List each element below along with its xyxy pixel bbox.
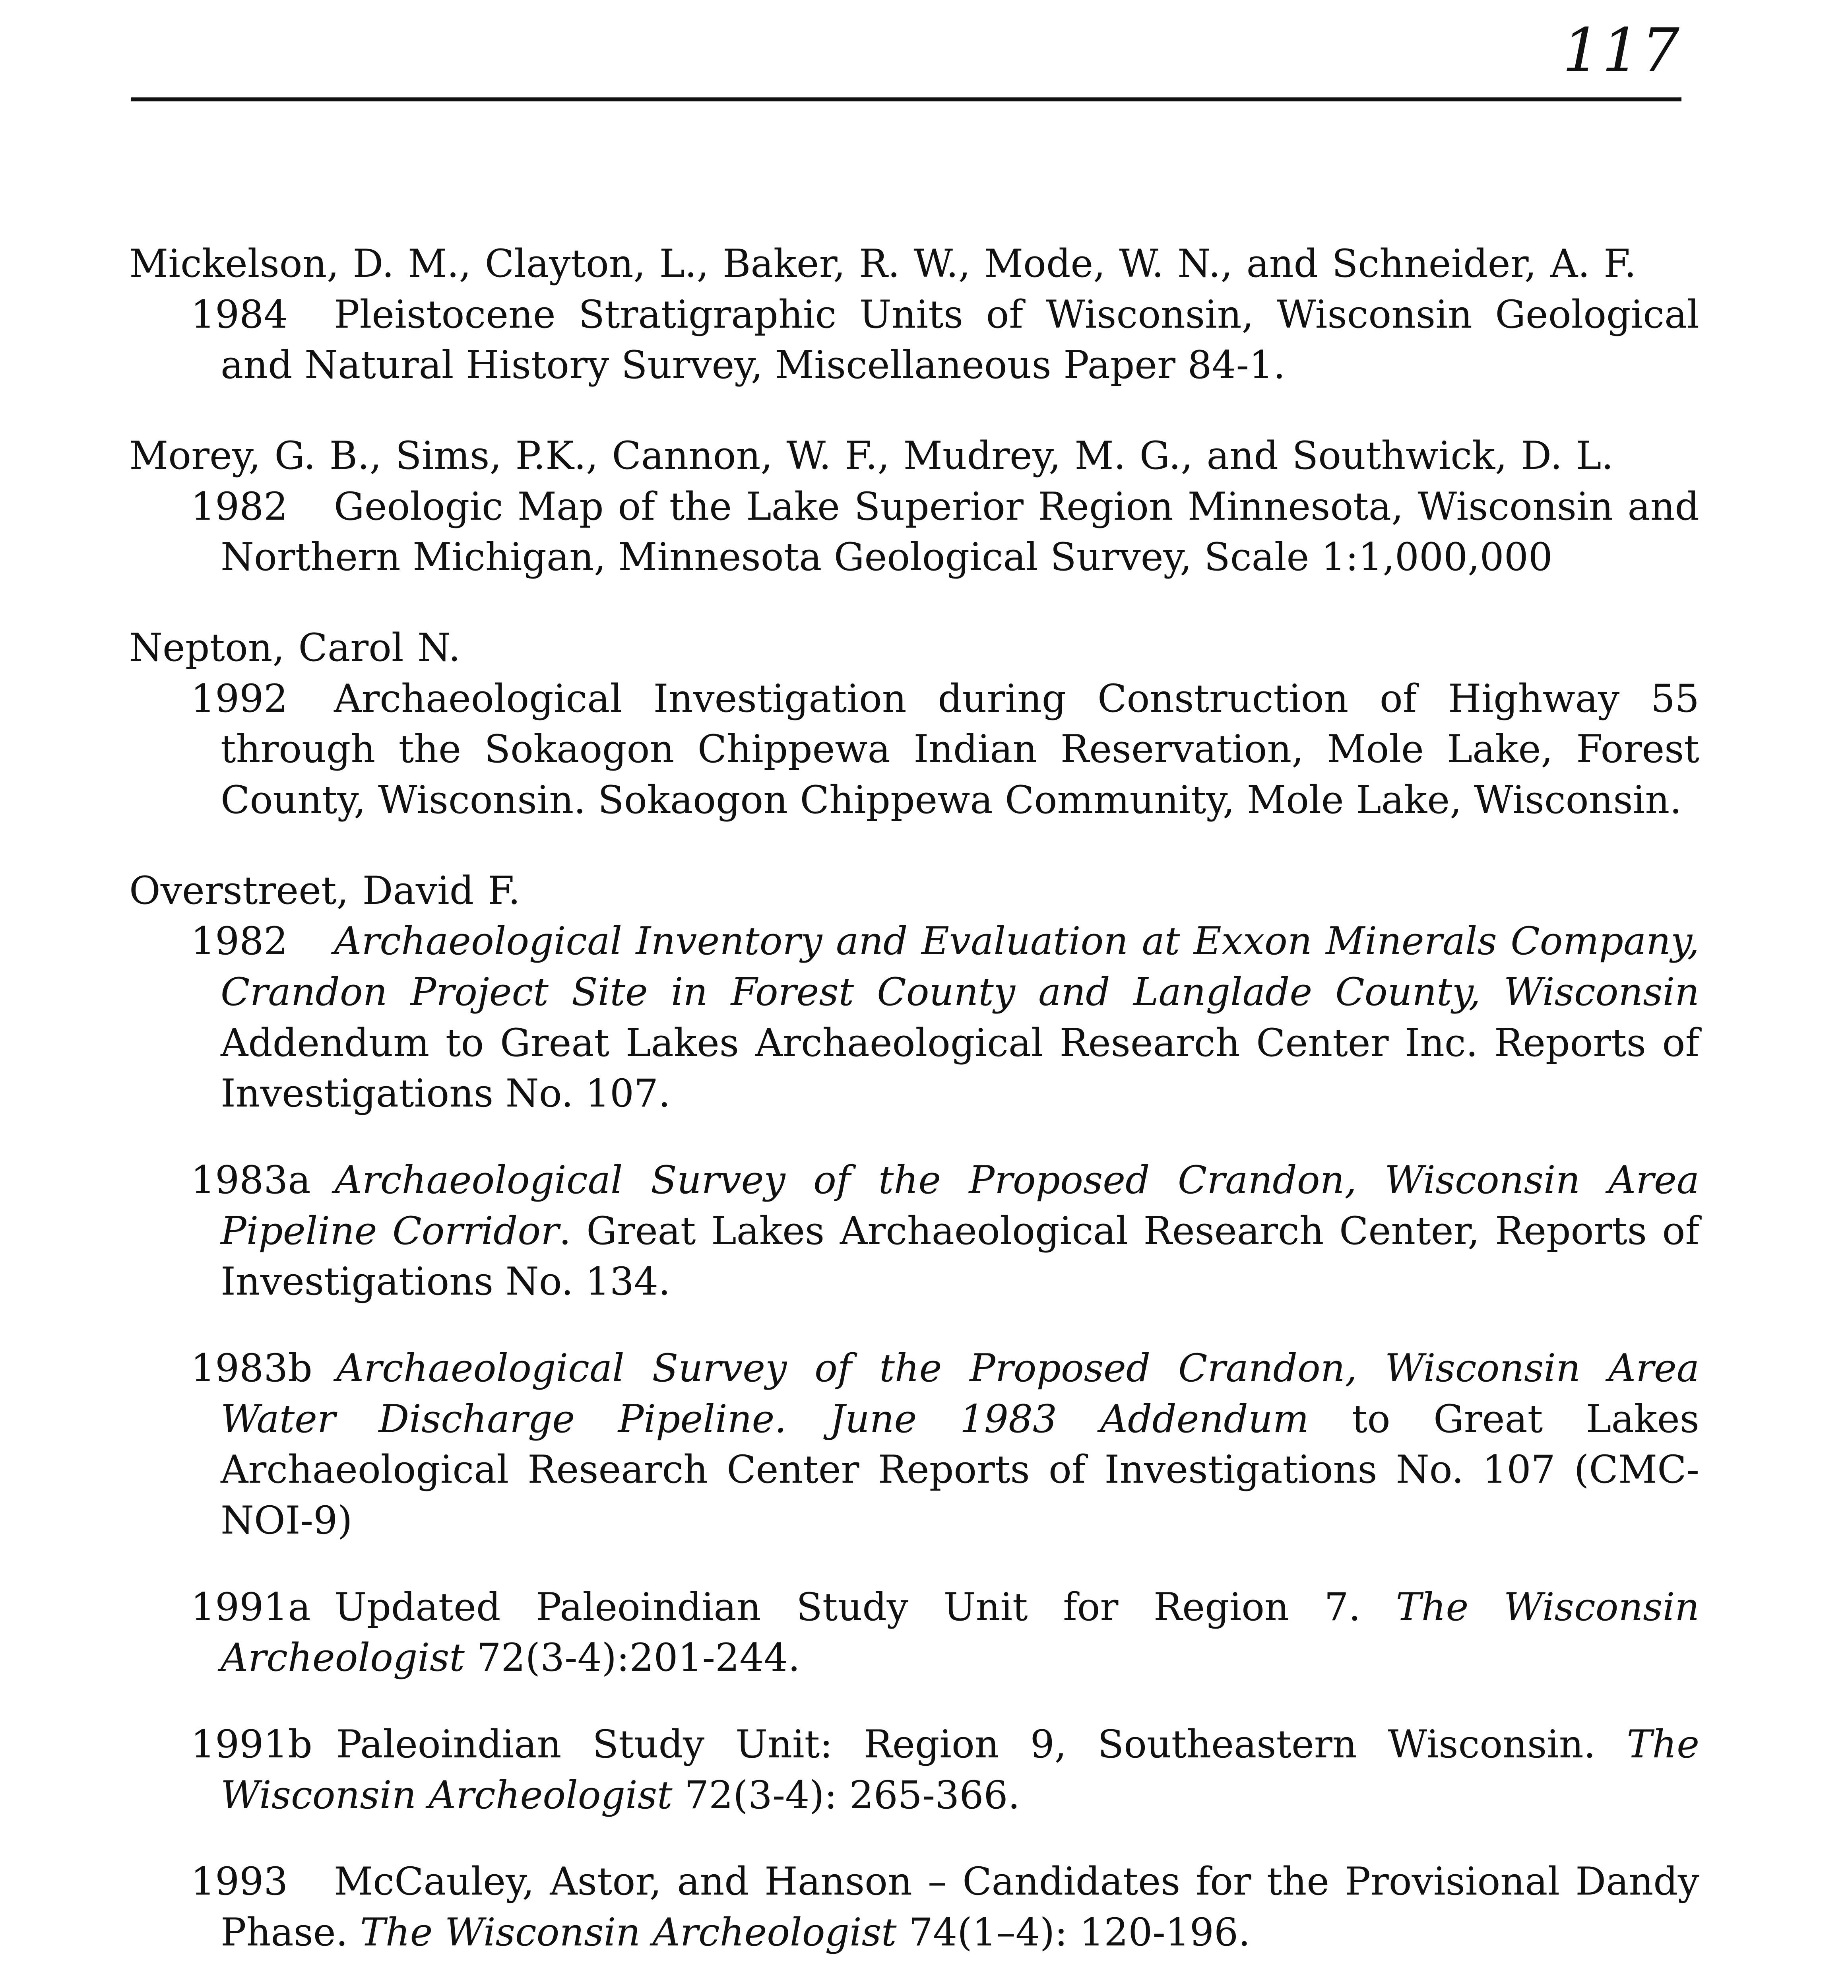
reference-entry: [191, 674, 1699, 826]
reference-text: . Great Lakes Archaeological Research Center, Reports of Investigations No. 134.: [221, 1208, 1700, 1304]
reference-journal: The Wisconsin Archeologist: [360, 1910, 897, 1955]
header-rule: [131, 97, 1681, 101]
reference-text: 72(3-4): 265-366.: [672, 1773, 1020, 1817]
reference-text: McCauley, Astor, and Hanson – Candidates for the Provisional Dandy Phase.: [221, 1859, 1699, 1955]
page-number: 117: [1562, 16, 1681, 85]
reference-journal: The Wisconsin Archeologist: [221, 1722, 1699, 1817]
reference-year: 1993: [191, 1859, 288, 1904]
reference-text: Geologic Map of the Lake Superior Region Minnesota, Wisconsin and Northern Michigan, Minnesota Geological Survey, Scale 1:1,000,000: [221, 484, 1699, 580]
reference-entry: [191, 481, 1699, 583]
reference-year: 1991b: [191, 1722, 312, 1767]
reference-entry: [191, 1719, 1699, 1821]
reference-text: 74(1–4): 120-196.: [896, 1910, 1251, 1955]
reference-entry: [191, 1343, 1699, 1546]
reference-author: Mickelson, D. M., Clayton, L., Baker, R. W., Mode, W. N., and Schneider, A. F.: [129, 241, 1637, 286]
reference-text: Addendum to Great Lakes Archaeological Research Center Inc. Reports of Investigations No. 107.: [221, 1020, 1699, 1116]
reference-year: 1983a: [191, 1158, 311, 1203]
reference-author: Morey, G. B., Sims, P.K., Cannon, W. F., Mudrey, M. G., and Southwick, D. L.: [129, 433, 1613, 478]
reference-title: Archaeological Survey of the Proposed Crandon, Wisconsin Area Pipeline Corridor: [221, 1158, 1699, 1253]
reference-title: Archaeological Survey of the Proposed Crandon, Wisconsin Area Water Discharge Pipeline. June 1983 Addendum: [221, 1346, 1699, 1441]
reference-text: Archaeological Investigation during Construction of Highway 55 through the Sokaogon Chippewa Indian Reservation, Mole Lake, Forest County, Wisconsin. Sokaogon Chippewa Community, Mole Lake, Wisconsin.: [221, 676, 1699, 823]
reference-year: 1992: [191, 676, 288, 721]
reference-entry: [191, 1856, 1699, 1958]
reference-text: Pleistocene Stratigraphic Units of Wisconsin, Wisconsin Geological and Natural History Survey, Miscellaneous Paper 84-1.: [221, 292, 1699, 388]
reference-entry: [191, 916, 1699, 1119]
reference-text: Paleoindian Study Unit: Region 9, Southeastern Wisconsin.: [336, 1722, 1627, 1767]
reference-text: 72(3-4):201-244.: [464, 1635, 800, 1680]
reference-journal: The Wisconsin Archeologist: [221, 1584, 1700, 1680]
reference-title: Archaeological Inventory and Evaluation at Exxon Minerals Company, Crandon Project Site in Forest County and Langlade County, Wisconsin: [221, 919, 1699, 1015]
reference-year: 1984: [191, 292, 288, 337]
reference-entry: [191, 1155, 1699, 1307]
reference-entry: [191, 289, 1699, 391]
reference-text: Updated Paleoindian Study Unit for Region 7.: [334, 1584, 1396, 1629]
reference-year: 1982: [191, 919, 288, 964]
reference-entry: [191, 1582, 1699, 1683]
reference-text: to Great Lakes Archaeological Research Center Reports of Investigations No. 107 (CMC-NOI-9): [221, 1396, 1700, 1543]
reference-year: 1991a: [191, 1584, 311, 1629]
reference-year: 1983b: [191, 1346, 312, 1391]
reference-year: 1982: [191, 484, 288, 529]
reference-author: Overstreet, David F.: [129, 868, 520, 913]
reference-author: Nepton, Carol N.: [129, 625, 461, 670]
reference-list: [129, 239, 1699, 1988]
